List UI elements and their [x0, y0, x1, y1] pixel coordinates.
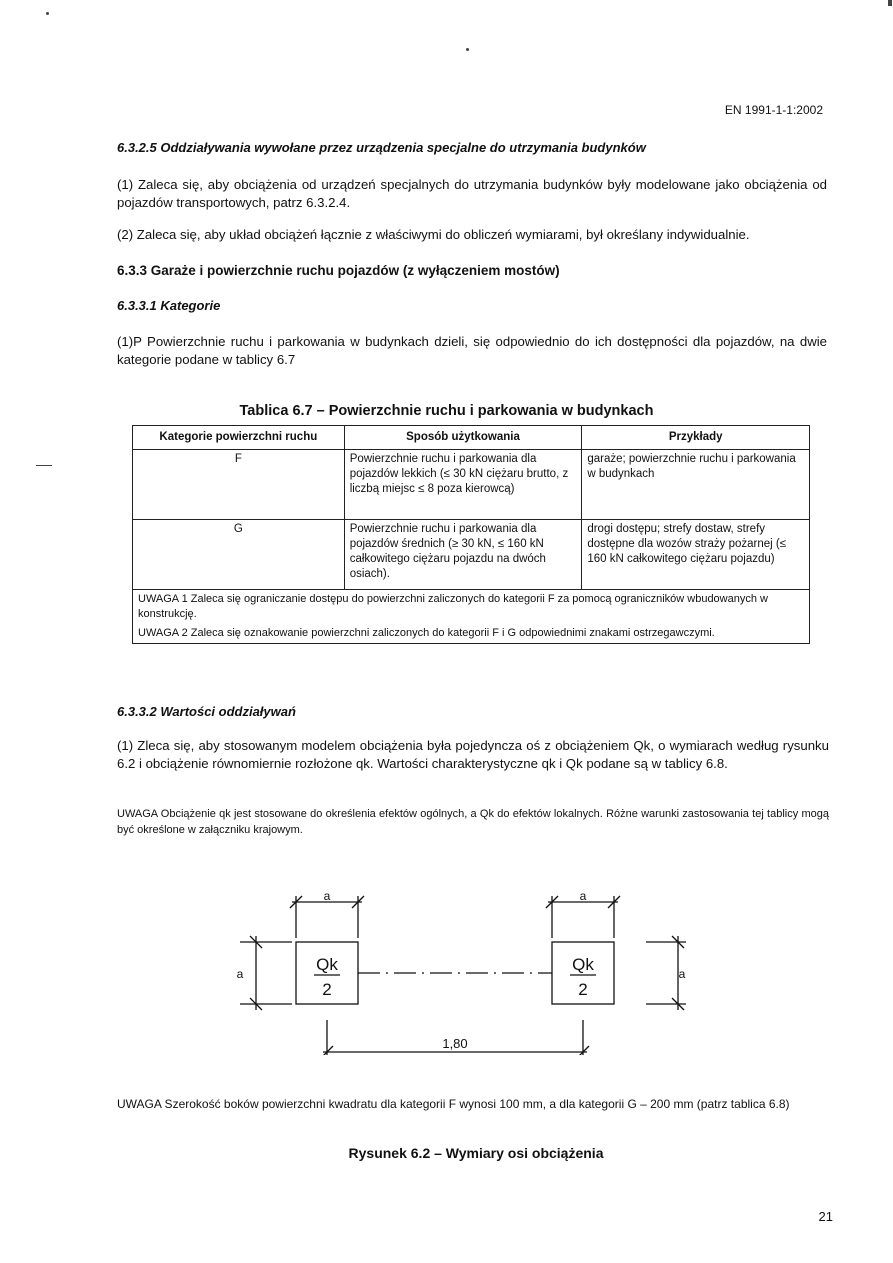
- dim-a-top-right: a: [579, 889, 587, 903]
- load-right-label: Qk: [572, 955, 594, 974]
- table-row: [133, 450, 810, 520]
- paragraph-6332-1: (1) Zleca się, aby stosowanym modelem obciążenia była pojedyncza oś z obciążeniem Qk, o wymiarach według rysunku 6.2 i obciążenie równomiernie rozłożone qk. Wartości charakterystyczne qk i Qk podane są w tablicy 6.8.: [117, 738, 829, 771]
- load-left-denominator: 2: [322, 980, 332, 999]
- paragraph-6331-1: (1)P Powierzchnie ruchu i parkowania w budynkach dzieli, się odpowiednio do ich dostępności dla pojazdów, na dwie kategorie podane w tablicy 6.7: [117, 334, 827, 367]
- table-row: [133, 520, 810, 590]
- table-notes-cell: [133, 590, 810, 644]
- table-cell-use: Powierzchnie ruchu i parkowania dla pojazdów lekkich (≤ 30 kN ciężaru brutto, z liczbą miejsc ≤ 8 poza kierowcą): [344, 450, 582, 520]
- table-header-cell: Przykłady: [582, 426, 810, 450]
- standard-number: EN 1991-1-1:2002: [724, 103, 823, 117]
- scan-speck: [36, 465, 52, 466]
- load-right-denominator: 2: [578, 980, 588, 999]
- table-cell-use: Powierzchnie ruchu i parkowania dla pojazdów średnich (≥ 30 kN, ≤ 160 kN całkowitego ciężaru pojazdu na dwóch osiach).: [344, 520, 582, 590]
- axle-dimensions-figure: [200, 880, 700, 1055]
- table-caption: Tablica 6.7 – Powierzchnie ruchu i parkowania w budynkach: [239, 403, 654, 419]
- page-number: 21: [818, 1209, 833, 1224]
- paragraph-6325-2: (2) Zaleca się, aby układ obciążeń łącznie z właściwymi do obliczeń wymiarami, był określany indywidualnie.: [117, 227, 750, 242]
- figure-note: UWAGA Szerokość boków powierzchni kwadratu dla kategorii F wynosi 100 mm, a dla kategorii G – 200 mm (patrz tablica 6.8): [117, 1097, 790, 1111]
- table-cell-category: F: [133, 450, 345, 520]
- table-header-cell: Sposób użytkowania: [344, 426, 582, 450]
- load-left-label: Qk: [316, 955, 338, 974]
- section-heading-6325: 6.3.2.5 Oddziaływania wywołane przez urządzenia specjalne do utrzymania budynków: [117, 140, 646, 155]
- table-note-1: UWAGA 1 Zaleca się ograniczanie dostępu do powierzchni zaliczonych do kategorii F za pomocą ograniczników wbudowanych w konstrukcję.: [138, 593, 768, 620]
- dim-a-top-left: a: [323, 889, 331, 903]
- table-header-cell: Kategorie powierzchni ruchu: [133, 426, 345, 450]
- section-heading-6331: 6.3.3.1 Kategorie: [117, 298, 221, 313]
- dim-a-right: a: [678, 967, 686, 981]
- axle-spacing-label: 1,80: [442, 1036, 468, 1051]
- section-heading-6332: 6.3.3.2 Wartości oddziaływań: [117, 704, 296, 719]
- table-note-2: UWAGA 2 Zaleca się oznakowanie powierzchni zaliczonych do kategorii F i G odpowiednimi znakami ostrzegawczymi.: [138, 627, 715, 639]
- table-cell-category: G: [133, 520, 345, 590]
- note-6332: UWAGA Obciążenie qk jest stosowane do określenia efektów ogólnych, a Qk do efektów lokalnych. Różne warunki zastosowania tej tablicy mogą być określone w załączniku krajowym.: [117, 808, 829, 836]
- table-cell-examples: garaże; powierzchnie ruchu i parkowania w budynkach: [582, 450, 810, 520]
- table-cell-examples: drogi dostępu; strefy dostaw, strefy dostępne dla wozów straży pożarnej (≤ 160 kN całkowitego ciężaru pojazdu): [582, 520, 810, 590]
- scan-speck: [46, 12, 49, 15]
- section-heading-633: 6.3.3 Garaże i powierzchnie ruchu pojazdów (z wyłączeniem mostów): [117, 263, 560, 278]
- table-note-row: [133, 590, 810, 644]
- paragraph-6325-1: (1) Zaleca się, aby obciążenia od urządzeń specjalnych do utrzymania budynków były modelowane jako obciążenia od pojazdów transportowych, patrz 6.3.2.4.: [117, 177, 827, 210]
- scan-speck: [466, 48, 469, 51]
- figure-caption: Rysunek 6.2 – Wymiary osi obciążenia: [348, 1145, 604, 1161]
- table-header-row: [133, 426, 810, 450]
- scan-speck: [888, 0, 892, 6]
- dim-a-left: a: [236, 967, 244, 981]
- table-6-7: [132, 425, 810, 644]
